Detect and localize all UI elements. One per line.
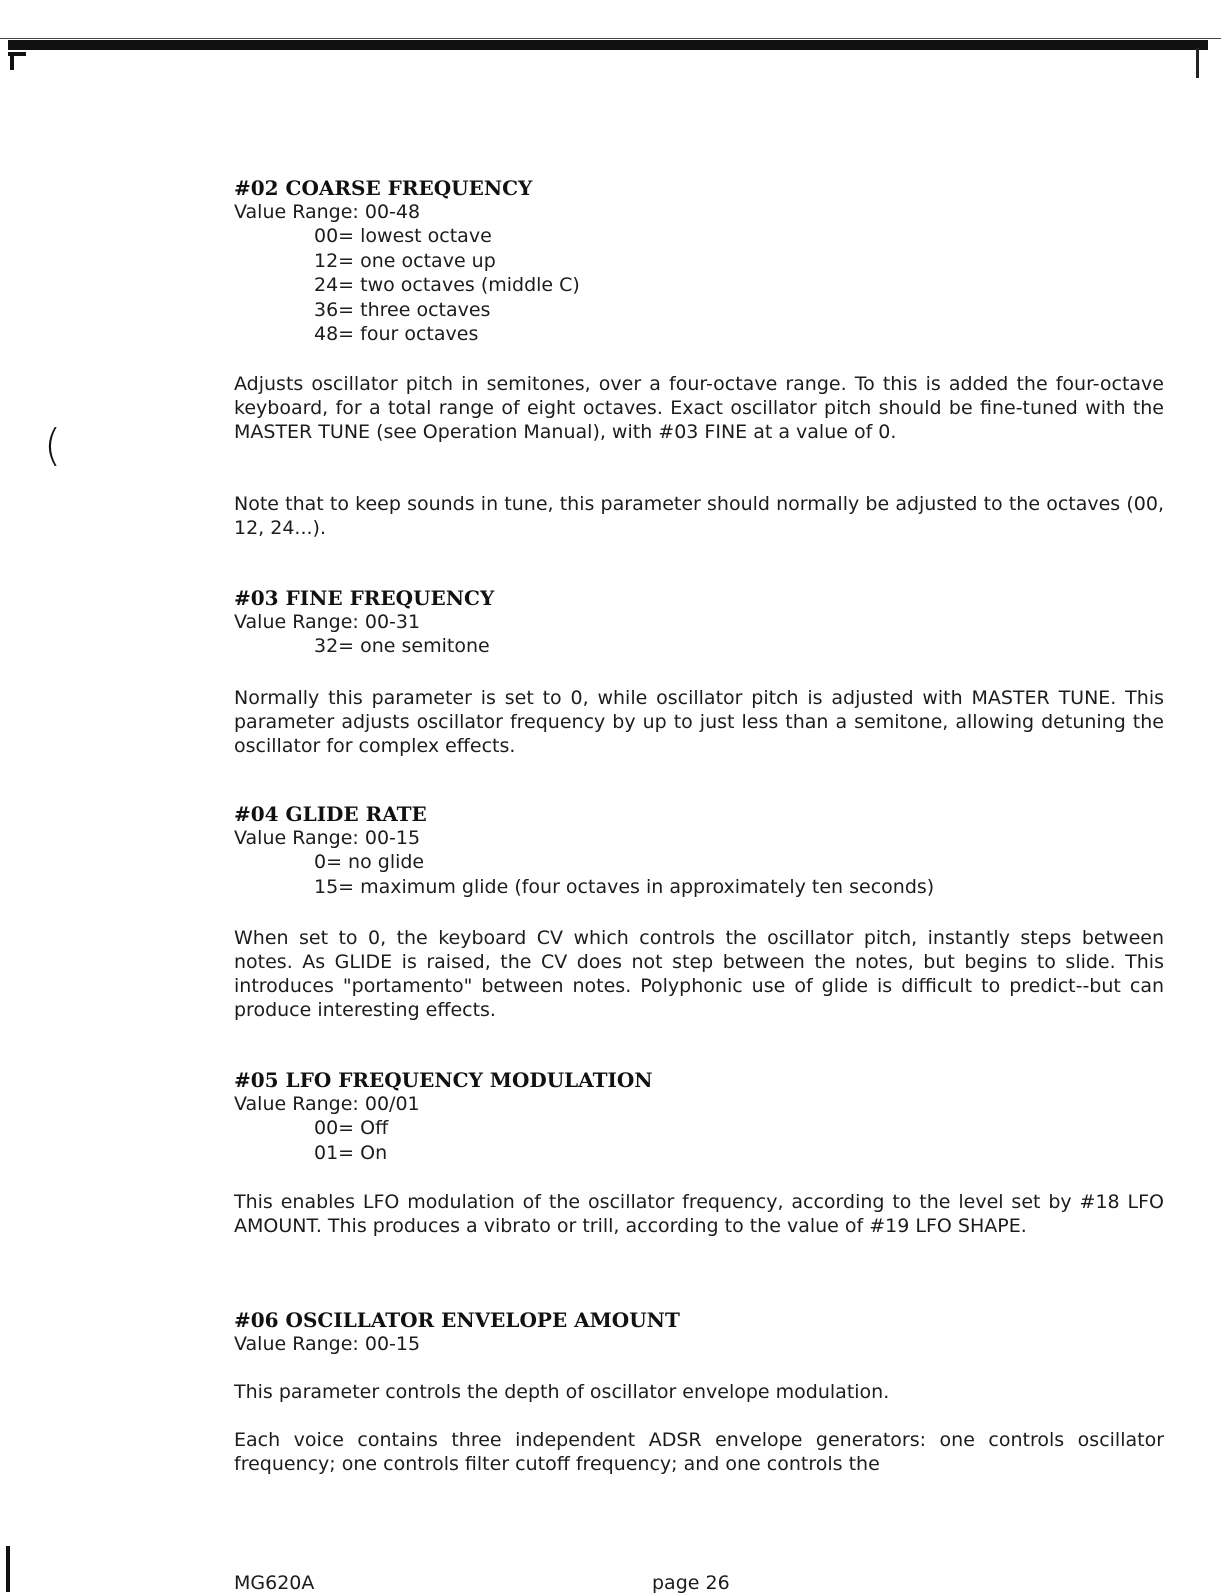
corner-mark-right [1196,48,1199,78]
value-range: Value Range: 00/01 [234,1093,420,1115]
section-lfo-frequency-modulation [234,1068,1164,1165]
section-fine-frequency [234,586,1164,659]
top-heavy-rule [8,40,1208,50]
bottom-edge-mark [6,1546,10,1592]
value-list [314,634,1164,659]
value-item: 36= three octaves [314,298,491,321]
value-item: 01= On [314,1141,388,1164]
paragraph: This enables LFO modulation of the oscillator frequency, according to the level set by #18 LFO AMOUNT. This produces a vibrato or trill, according to the value of #19 LFO SHAPE. [234,1191,1164,1237]
section-heading: #04 GLIDE RATE [234,802,427,826]
paragraph: This parameter controls the depth of oscillator envelope modulation. [234,1381,890,1403]
value-item: 00= Off [314,1117,389,1139]
value-item: 48= four octaves [314,323,479,345]
section-glide-rate [234,802,1164,899]
value-range: Value Range: 00-15 [234,827,421,849]
corner-mark-left [6,50,28,72]
section-heading: #02 COARSE FREQUENCY [234,176,533,200]
value-item: 12= one octave up [314,249,496,272]
footer-page-number: page 26 [652,1572,730,1594]
value-range: Value Range: 00-31 [234,611,421,633]
paragraph: Note that to keep sounds in tune, this parameter should normally be adjusted to the octaves (00, 12, 24...). [234,493,1164,539]
section-oscillator-envelope-amount [234,1308,1164,1356]
section-heading: #03 FINE FREQUENCY [234,586,495,610]
paragraph: Each voice contains three independent ADSR envelope generators: one controls oscillator frequency; one controls filter cutoff frequency; and one controls the [234,1429,1164,1475]
value-range: Value Range: 00-48 [234,201,421,223]
paragraph: Normally this parameter is set to 0, while oscillator pitch is adjusted with MASTER TUNE. This parameter adjusts oscillator frequency by up to just less than a semitone, allowing detuning the oscillator for complex effects. [234,687,1164,757]
paragraph: When set to 0, the keyboard CV which controls the oscillator pitch, instantly steps between notes. As GLIDE is raised, the CV does not step between the notes, but begins to slide. This introduces "portamento" between notes. Polyphonic use of glide is difficult to predict--but can produce interesting effects. [234,927,1164,1021]
paragraph: Adjusts oscillator pitch in semitones, over a four-octave range. To this is added the four-octave keyboard, for a total range of eight octaves. Exact oscillator pitch should be fine-tuned with the MASTER TUNE (see Operation Manual), with #03 FINE at a value of 0. [234,373,1164,443]
value-list [314,1116,1164,1165]
value-item: 00= lowest octave [314,225,492,247]
top-thin-rule [0,38,1221,39]
section-heading: #05 LFO FREQUENCY MODULATION [234,1068,653,1092]
section-heading: #06 OSCILLATOR ENVELOPE AMOUNT [234,1308,680,1332]
value-list [314,850,1164,899]
value-item: 24= two octaves (middle C) [314,274,580,296]
binding-bracket-mark: ( [44,420,62,471]
value-item: 15= maximum glide (four octaves in approximately ten seconds) [314,875,935,898]
section-coarse-frequency [234,176,1164,347]
value-item: 0= no glide [314,851,425,873]
footer-model: MG620A [234,1572,315,1594]
value-range: Value Range: 00-15 [234,1333,421,1355]
value-item: 32= one semitone [314,635,490,657]
value-list [314,224,1164,347]
